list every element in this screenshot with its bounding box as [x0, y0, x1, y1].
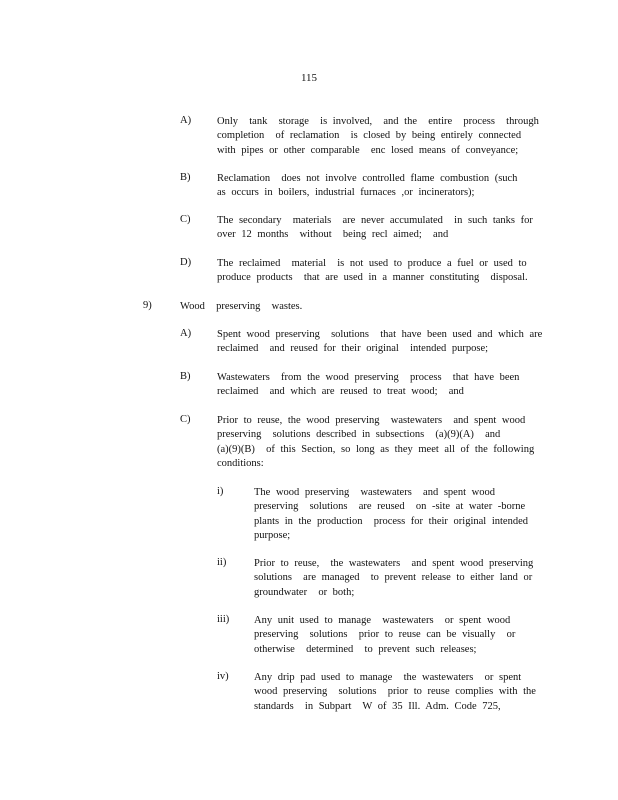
- item-label: C): [180, 414, 191, 425]
- text-line: purpose;: [254, 530, 291, 542]
- item-text: [217, 115, 542, 158]
- item-label: D): [180, 257, 192, 268]
- text-line: standards in Subpart W of 35 Ill. Adm. Code 725,: [254, 700, 501, 712]
- item-label: iv): [217, 671, 229, 682]
- text-line: Any drip pad used to manage the wastewaters or spent: [254, 672, 522, 683]
- item-text: [217, 172, 542, 201]
- text-line: Prior to reuse, the wood preserving wastewaters and spent wood: [217, 415, 526, 426]
- text-line: preserving solutions are reused on -site at water -borne: [254, 501, 526, 513]
- text-line: over 12 months without being recl aimed; and: [217, 229, 449, 241]
- text-line: with pipes or other comparable enc losed means of conveyance;: [217, 144, 519, 156]
- item-label: 9): [143, 300, 152, 311]
- item-label: ii): [217, 557, 227, 568]
- text-line: completion of reclamation is closed by being entirely connected: [217, 130, 522, 142]
- text-line: as occurs in boilers, industrial furnaces ,or incinerators);: [217, 187, 475, 199]
- text-line: groundwater or both;: [254, 586, 355, 598]
- text-line: wood preserving solutions prior to reuse complies with the: [254, 686, 536, 698]
- item-text: [254, 614, 544, 657]
- item-text: [217, 371, 542, 400]
- item-label: B): [180, 371, 191, 382]
- text-line: The secondary materials are never accumulated in such tanks for: [217, 215, 533, 226]
- item-text: [217, 414, 542, 472]
- page-number: 115: [300, 72, 318, 84]
- item-label: A): [180, 115, 192, 126]
- text-line: conditions:: [217, 458, 264, 470]
- text-line: produce products that are used in a manner constituting disposal.: [217, 272, 528, 284]
- text-line: Wood preserving wastes.: [180, 301, 303, 312]
- item-text: [217, 214, 542, 243]
- text-line: reclaimed and reused for their original intended purpose;: [217, 343, 489, 355]
- text-line: Wastewaters from the wood preserving process that have been: [217, 372, 520, 383]
- item-label: B): [180, 172, 191, 183]
- text-line: Only tank storage is involved, and the entire process through: [217, 116, 539, 127]
- text-line: reclaimed and which are reused to treat wood; and: [217, 386, 464, 398]
- item-label: iii): [217, 614, 230, 625]
- text-line: Any unit used to manage wastewaters or spent wood: [254, 615, 511, 626]
- text-line: plants in the production process for their original intended: [254, 515, 528, 527]
- item-text: [217, 257, 542, 286]
- text-line: Spent wood preserving solutions that have been used and which are: [217, 329, 543, 340]
- item-text: [254, 557, 544, 600]
- text-line: otherwise determined to prevent such releases;: [254, 643, 477, 655]
- text-line: The reclaimed material is not used to produce a fuel or used to: [217, 258, 527, 269]
- text-line: The wood preserving wastewaters and spent wood: [254, 487, 495, 498]
- item-text: [254, 486, 544, 544]
- text-line: Prior to reuse, the wastewaters and spent wood preserving: [254, 558, 534, 569]
- item-label: C): [180, 214, 191, 225]
- text-line: solutions are managed to prevent release to either land or: [254, 572, 533, 584]
- item-label: i): [217, 486, 224, 497]
- text-line: preserving solutions prior to reuse can be visually or: [254, 629, 516, 641]
- section-title: [180, 300, 480, 314]
- item-text: [254, 671, 544, 714]
- text-line: (a)(9)(B) of this Section, so long as they meet all of the following: [217, 443, 535, 455]
- item-label: A): [180, 328, 192, 339]
- text-line: preserving solutions described in subsections (a)(9)(A) and: [217, 429, 501, 441]
- item-text: [217, 328, 545, 357]
- text-line: Reclamation does not involve controlled flame combustion (such: [217, 173, 518, 184]
